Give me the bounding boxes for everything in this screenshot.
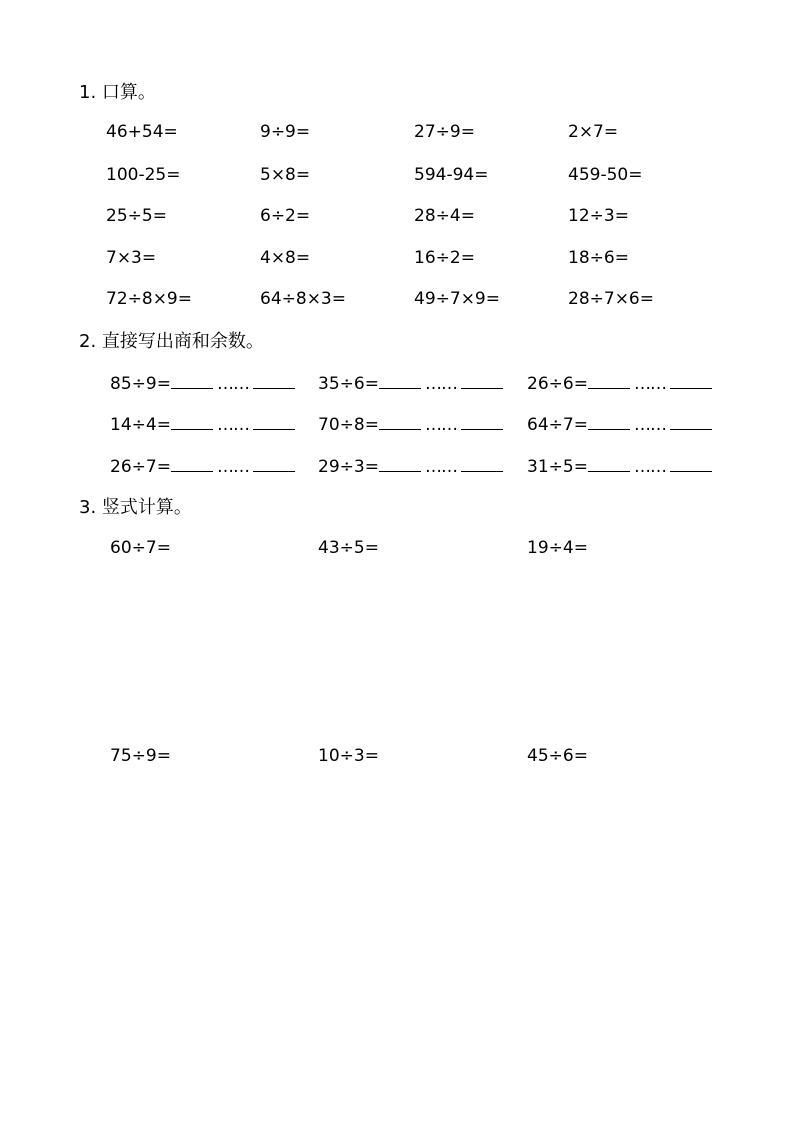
remainder-separator: …… (216, 374, 249, 394)
oral-problem: 18÷6= (568, 248, 629, 268)
quotient-blank[interactable] (379, 413, 421, 430)
oral-problem: 27÷9= (414, 122, 475, 142)
problem-expression: 35÷6= (318, 374, 379, 394)
problem-expression: 64÷7= (527, 415, 588, 435)
oral-problem: 46+54= (106, 122, 178, 142)
problem-expression: 29÷3= (318, 457, 379, 477)
remainder-separator: …… (216, 457, 249, 477)
problem-expression: 70÷8= (318, 415, 379, 435)
remainder-problem (110, 372, 295, 395)
vertical-calc-problem: 43÷5= (318, 538, 379, 558)
quotient-blank[interactable] (171, 413, 213, 430)
remainder-problem (318, 455, 503, 478)
oral-problem: 28÷7×6= (568, 289, 654, 309)
oral-problem: 28÷4= (414, 206, 475, 226)
remainder-blank[interactable] (461, 372, 503, 389)
remainder-blank[interactable] (253, 372, 295, 389)
problem-expression: 85÷9= (110, 374, 171, 394)
vertical-calc-problem: 10÷3= (318, 746, 379, 766)
oral-problem: 25÷5= (106, 206, 167, 226)
oral-problem: 2×7= (568, 122, 619, 142)
oral-problem: 5×8= (260, 165, 311, 185)
oral-problem: 100-25= (106, 165, 181, 185)
remainder-blank[interactable] (253, 413, 295, 430)
remainder-blank[interactable] (461, 413, 503, 430)
vertical-calc-problem: 19÷4= (527, 538, 588, 558)
oral-problem: 594-94= (414, 165, 489, 185)
oral-problem: 72÷8×9= (106, 289, 192, 309)
vertical-calc-problem: 45÷6= (527, 746, 588, 766)
oral-problem: 49÷7×9= (414, 289, 500, 309)
quotient-blank[interactable] (588, 413, 630, 430)
problem-expression: 26÷6= (527, 374, 588, 394)
remainder-problem (318, 372, 503, 395)
oral-problem: 64÷8×3= (260, 289, 346, 309)
quotient-blank[interactable] (379, 455, 421, 472)
oral-problem: 7×3= (106, 248, 157, 268)
quotient-blank[interactable] (171, 372, 213, 389)
problem-expression: 14÷4= (110, 415, 171, 435)
quotient-blank[interactable] (171, 455, 213, 472)
remainder-blank[interactable] (670, 455, 712, 472)
oral-problem: 459-50= (568, 165, 643, 185)
remainder-blank[interactable] (253, 455, 295, 472)
oral-problem: 12÷3= (568, 206, 629, 226)
remainder-blank[interactable] (670, 372, 712, 389)
remainder-problem (527, 455, 712, 478)
remainder-blank[interactable] (670, 413, 712, 430)
remainder-problem (527, 413, 712, 436)
section-2-title: 2. 直接写出商和余数。 (79, 331, 264, 352)
oral-problem: 9÷9= (260, 122, 311, 142)
quotient-blank[interactable] (379, 372, 421, 389)
remainder-separator: …… (424, 415, 457, 435)
vertical-calc-problem: 75÷9= (110, 746, 171, 766)
oral-problem: 4×8= (260, 248, 311, 268)
section-3-title: 3. 竖式计算。 (79, 497, 192, 518)
remainder-separator: …… (216, 415, 249, 435)
vertical-calc-problem: 60÷7= (110, 538, 171, 558)
oral-problem: 16÷2= (414, 248, 475, 268)
quotient-blank[interactable] (588, 455, 630, 472)
remainder-separator: …… (633, 374, 666, 394)
remainder-problem (318, 413, 503, 436)
remainder-problem (110, 413, 295, 436)
problem-expression: 31÷5= (527, 457, 588, 477)
section-1-title: 1. 口算。 (79, 82, 156, 103)
quotient-blank[interactable] (588, 372, 630, 389)
remainder-problem (110, 455, 295, 478)
remainder-separator: …… (424, 457, 457, 477)
remainder-problem (527, 372, 712, 395)
remainder-blank[interactable] (461, 455, 503, 472)
remainder-separator: …… (424, 374, 457, 394)
remainder-separator: …… (633, 415, 666, 435)
problem-expression: 26÷7= (110, 457, 171, 477)
remainder-separator: …… (633, 457, 666, 477)
oral-problem: 6÷2= (260, 206, 311, 226)
